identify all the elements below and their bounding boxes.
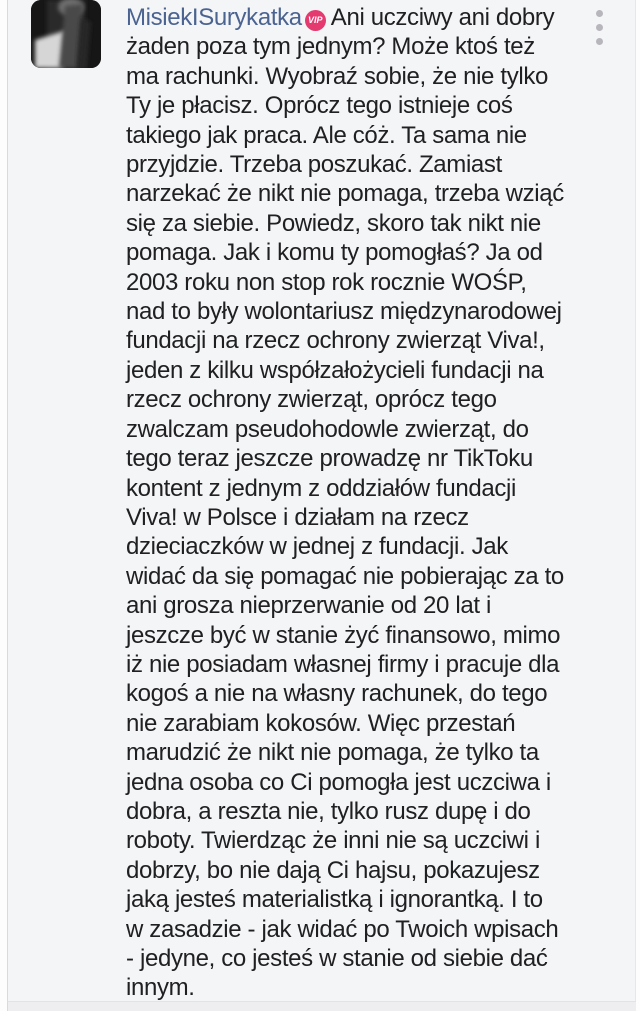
username-link[interactable]: MisiekISurykatka: [126, 4, 302, 31]
next-comment-edge: [7, 1001, 636, 1011]
comment-text: Ani uczciwy ani dobry żaden poza tym jednym? Może ktoś też ma rachunki. Wyobraź sobie, że nie tylko Ty je płacisz. Oprócz tego istnieje coś takiego jak praca. Ale cóż. Ta sama nie przyjdzie. Trzeba poszukać. Zamiast narzekać że nikt nie pomaga, trzeba wziąć się za siebie. Powiedz, skoro tak nikt nie pomaga. Jak i komu ty pomogłaś? Ja od 2003 roku non stop rok rocznie WOŚP, nad to były wolontariusz międzynarodowej fundacji na rzecz ochrony zwierząt Viva!, jeden z kilku współzałożycieli fundacji na rzecz ochrony zwierząt, oprócz tego zwalczam pseudohodowle zwierząt, do tego teraz jeszcze prowadzę nr TikToku kontent z jednym z oddziałów fundacji Viva! w Polsce i działam na rzecz dzieciaczków w jednej z fundacji. Jak widać da się pomagać nie pobierając za to ani grosza nieprzerwanie od 20 lat i jeszcze być w stanie żyć finansowo, mimo iż nie posiadam własnej firmy i pracuje dla kogoś a nie na własny rachunek, do tego nie zarabiam kokosów. Więc przestań marudzić że nikt nie pomaga, że tylko ta jedna osoba co Ci pomogła jest uczciwa i dobra, a reszta nie, tylko rusz dupę i do roboty. Twierdząc że inni nie są uczciwi i dobrzy, bo nie dają Ci hajsu, pokazujesz jaką jesteś materialistką i ignorantką. I to w zasadzie - jak widać po Twoich wpisach - jedyne, co jesteś w stanie od siebie dać innym.: [126, 4, 564, 1002]
avatar[interactable]: [31, 0, 101, 68]
kebab-dot: [596, 10, 603, 17]
avatar-photo: [31, 0, 101, 68]
comment-paragraph: [126, 3, 566, 1003]
vip-badge-icon: VIP: [305, 10, 326, 31]
kebab-menu-icon[interactable]: [594, 8, 618, 47]
kebab-dot: [596, 24, 603, 31]
comment-body-block: [126, 3, 566, 1003]
kebab-dot: [596, 38, 603, 45]
comment-card: [7, 0, 636, 1001]
